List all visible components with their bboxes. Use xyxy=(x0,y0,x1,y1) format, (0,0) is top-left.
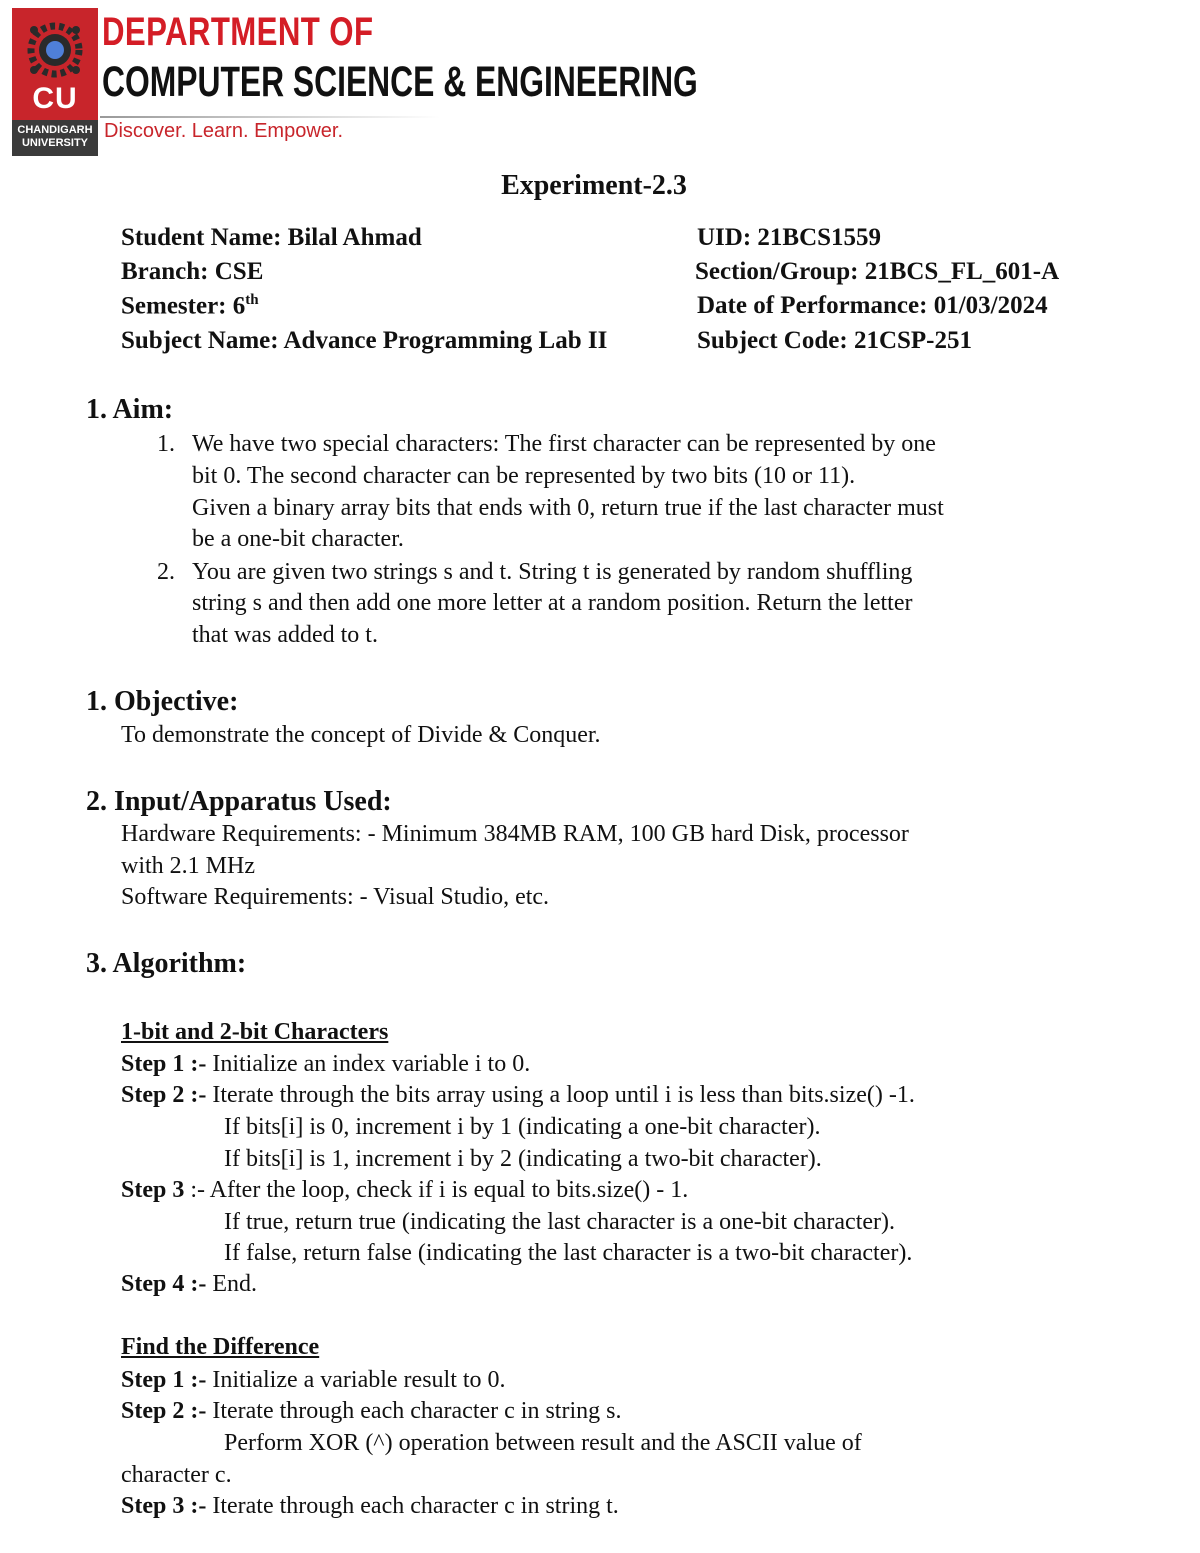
date-row xyxy=(697,292,1048,320)
apparatus-line: Software Requirements: - Visual Studio, etc. xyxy=(121,884,550,910)
university-logo xyxy=(12,8,98,149)
logo-text: CU xyxy=(32,82,78,115)
step-text: Iterate through the bits array using a loop until i is less than bits.size() -1. xyxy=(212,1082,915,1108)
semester-label: Semester: xyxy=(121,292,227,320)
subject-name-label: Subject Name: xyxy=(121,327,279,354)
apparatus-line: Hardware Requirements: - Minimum 384MB RAM, 100 GB hard Disk, processor xyxy=(121,821,909,847)
aim-item-1-line: We have two special characters: The first character can be represented by one xyxy=(192,431,936,457)
subject-code-row xyxy=(697,327,972,355)
step-text: Iterate through each character c in string t. xyxy=(212,1493,619,1519)
subject-name-value: Advance Programming Lab II xyxy=(283,327,608,354)
algorithm-heading: 3. Algorithm: xyxy=(86,948,247,979)
step-label: Step 3 xyxy=(121,1177,185,1203)
algorithm-step xyxy=(121,1177,688,1204)
student-name-label: Student Name: xyxy=(121,224,282,251)
step-substep: If bits[i] is 1, increment i by 2 (indicating a two-bit character). xyxy=(224,1146,822,1172)
uid-value: 21BCS1559 xyxy=(757,224,882,251)
student-name-row xyxy=(121,224,422,252)
step-substep: Perform XOR (^) operation between result and the ASCII value of xyxy=(224,1430,862,1456)
section-row xyxy=(695,258,1059,286)
student-name-value: Bilal Ahmad xyxy=(287,224,422,251)
algorithm-step xyxy=(121,1398,621,1425)
department-title: DEPARTMENT OF xyxy=(102,10,374,54)
subject-code-label: Subject Code: xyxy=(697,327,848,354)
objective-heading: 1. Objective: xyxy=(86,686,239,717)
step-label: Step 1 :- xyxy=(121,1367,207,1393)
step-text: Initialize an index variable i to 0. xyxy=(212,1051,531,1077)
step-label: Step 2 :- xyxy=(121,1082,207,1108)
date-label: Date of Performance: xyxy=(697,292,928,319)
logo-caption: CHANDIGARH UNIVERSITY xyxy=(12,120,98,156)
aim-item-2-line: string s and then add one more letter at a random position. Return the letter xyxy=(192,590,913,616)
semester-row xyxy=(121,292,259,320)
aim-item-1-line: be a one-bit character. xyxy=(192,526,404,552)
objective-text: To demonstrate the concept of Divide & Conquer. xyxy=(121,722,601,748)
step-label: Step 1 :- xyxy=(121,1051,207,1077)
subject-name-row xyxy=(121,327,607,355)
subject-code-value: 21CSP-251 xyxy=(853,327,972,354)
aim-heading: 1. Aim: xyxy=(86,394,174,425)
date-value: 01/03/2024 xyxy=(933,292,1048,319)
step-substep: If bits[i] is 0, increment i by 1 (indicating a one-bit character). xyxy=(224,1114,821,1140)
step-label: Step 3 :- xyxy=(121,1493,207,1519)
step-text: Initialize a variable result to 0. xyxy=(212,1367,506,1393)
branch-row xyxy=(121,258,263,286)
algorithm-part-1-title: 1-bit and 2-bit Characters xyxy=(121,1019,389,1045)
tagline: Discover. Learn. Empower. xyxy=(104,120,343,142)
section-value: 21BCS_FL_601-A xyxy=(864,258,1060,285)
semester-suffix: th xyxy=(245,292,259,308)
aim-item-1-line: bit 0. The second character can be represented by two bits (10 or 11). xyxy=(192,463,856,489)
uid-row xyxy=(697,224,881,252)
aim-item-1-line: Given a binary array bits that ends with 0, return true if the last character must xyxy=(192,495,944,521)
aim-item-2-line: You are given two strings s and t. String t is generated by random shuffling xyxy=(192,559,913,585)
apparatus-heading: 2. Input/Apparatus Used: xyxy=(86,786,392,817)
department-subtitle: COMPUTER SCIENCE & ENGINEERING xyxy=(102,58,698,106)
uid-label: UID: xyxy=(697,224,752,251)
aim-item-2-number: 2. xyxy=(157,559,175,585)
algorithm-step xyxy=(121,1271,257,1298)
step-label: Step 4 :- xyxy=(121,1271,207,1297)
aim-item-1-number: 1. xyxy=(157,431,175,457)
step-text: :- After the loop, check if i is equal to bits.size() - 1. xyxy=(190,1177,689,1203)
step-label: Step 2 :- xyxy=(121,1398,207,1424)
algorithm-step xyxy=(121,1051,530,1078)
step-text: Iterate through each character c in string s. xyxy=(212,1398,622,1424)
branch-value: CSE xyxy=(214,258,264,285)
aim-item-2-line: that was added to t. xyxy=(192,622,378,648)
branch-label: Branch: xyxy=(121,258,209,285)
algorithm-step xyxy=(121,1367,506,1394)
section-label: Section/Group: xyxy=(695,258,859,285)
algorithm-step xyxy=(121,1082,915,1109)
semester-value: 6 xyxy=(232,292,246,320)
experiment-title: Experiment-2.3 xyxy=(501,170,687,201)
step-text: End. xyxy=(212,1271,257,1297)
step-substep-continued: character c. xyxy=(121,1462,232,1488)
header-divider xyxy=(100,116,440,118)
step-substep: If true, return true (indicating the last character is a one-bit character). xyxy=(224,1209,895,1235)
algorithm-part-2-title: Find the Difference xyxy=(121,1334,320,1360)
step-substep: If false, return false (indicating the last character is a two-bit character). xyxy=(224,1240,913,1266)
apparatus-line: with 2.1 MHz xyxy=(121,853,255,879)
algorithm-step xyxy=(121,1493,619,1520)
